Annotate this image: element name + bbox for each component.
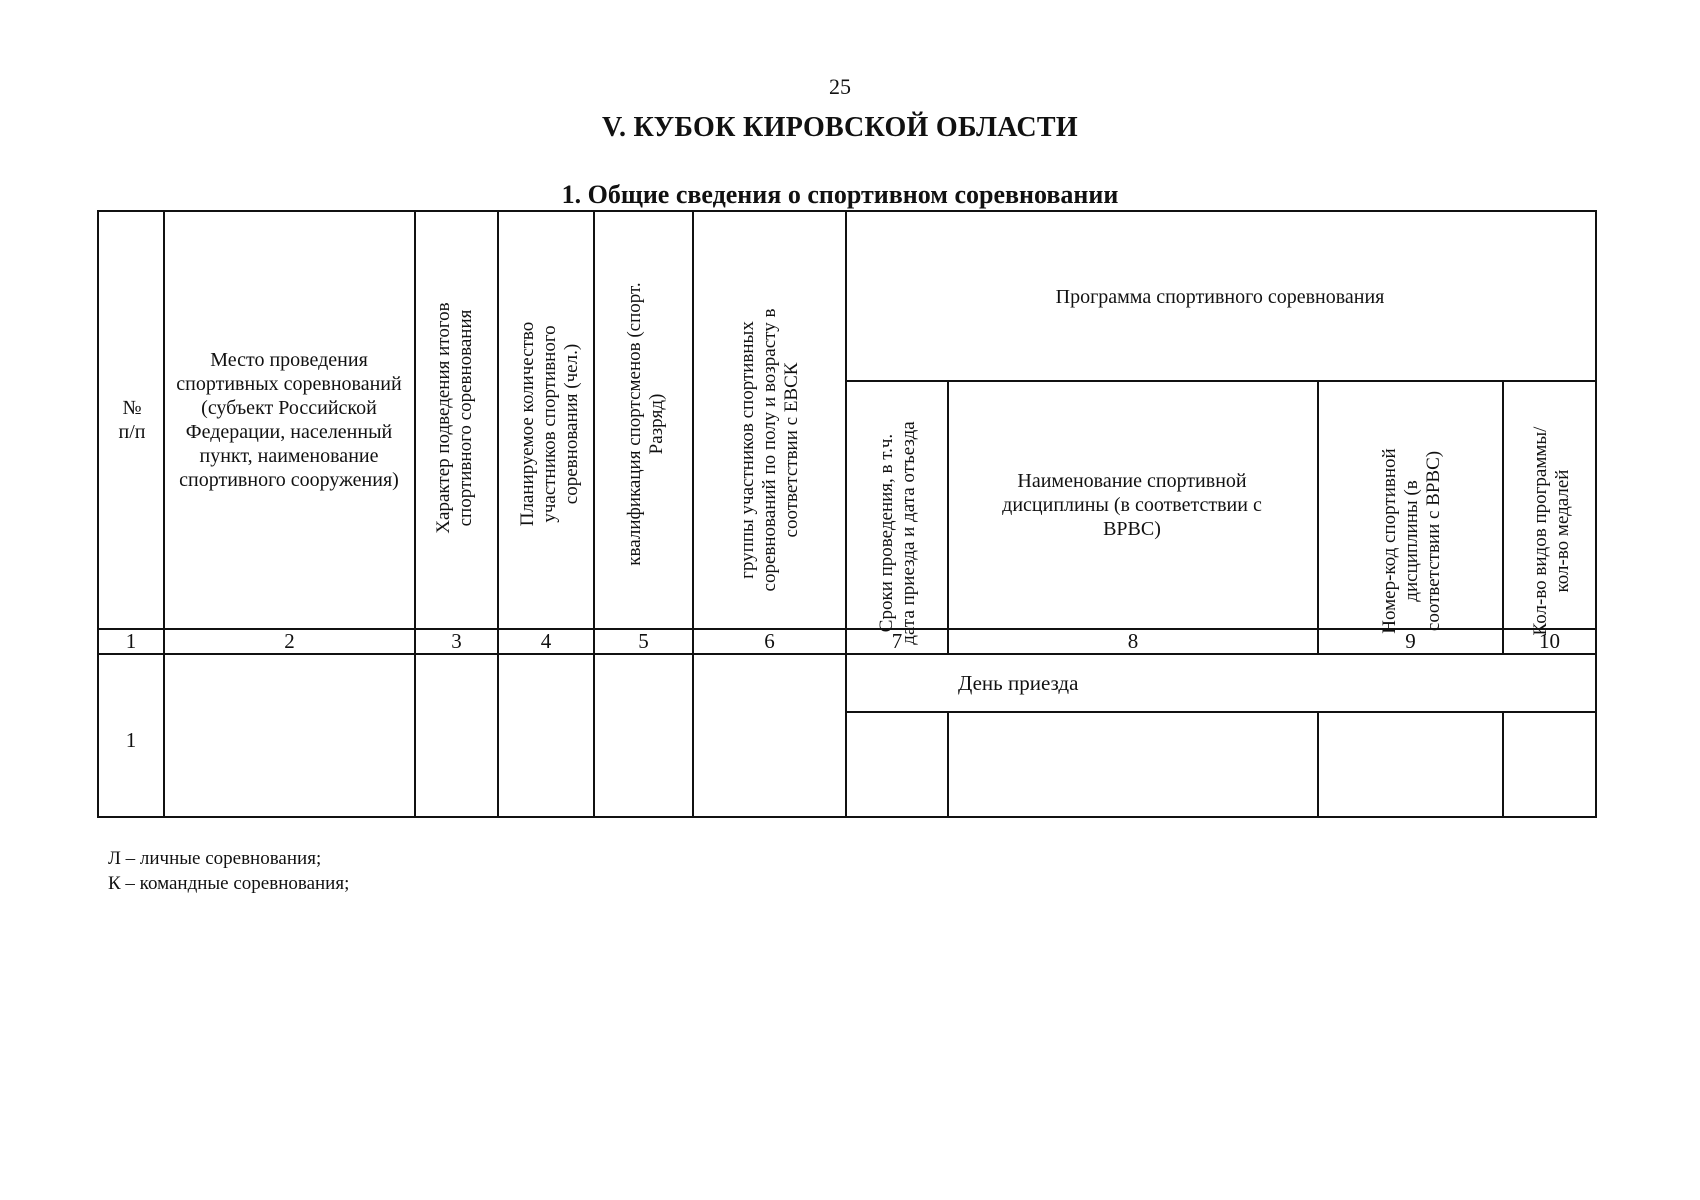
table-border-bottom (97, 816, 1597, 818)
header-program: Программа спортивного соревнования (1055, 286, 1385, 308)
col-line (845, 210, 847, 818)
header-discipline-name: Наименование спортивной дисциплины (в соответствии с ВРВС) (1002, 470, 1262, 540)
table-border-right (1595, 210, 1597, 818)
column-number: 5 (638, 629, 649, 653)
column-number: 6 (764, 629, 775, 653)
note-individual: Л – личные соревнования; (108, 848, 322, 869)
column-number: 9 (1405, 629, 1416, 653)
col-line (947, 711, 949, 818)
header-dates: Сроки проведения, в т.ч. дата приезда и дата отъезда (876, 421, 919, 645)
col-line (593, 210, 595, 818)
subsection-title: 1. Общие сведения о спортивном соревновании (561, 180, 1119, 209)
col-line (1317, 380, 1319, 655)
program-divider-line (845, 380, 1597, 382)
col-line (1502, 380, 1504, 655)
page-number: 25 (829, 74, 851, 99)
header-qualification: квалификация спортсменов (спорт. Разряд) (624, 282, 667, 566)
col-line (163, 210, 165, 818)
arrival-row-line (845, 711, 1597, 713)
column-number: 10 (1539, 629, 1560, 653)
header-number: № п/п (118, 397, 146, 443)
col-line (414, 210, 416, 818)
table-border-top (97, 210, 1597, 212)
column-number: 8 (1127, 629, 1139, 653)
column-number: 2 (284, 629, 295, 653)
header-medal-count: Кол-во видов программы/кол-во медалей (1530, 426, 1573, 636)
header-discipline-code: Номер-код спортивной дисциплины (в соответствии с ВРВС) (1379, 448, 1444, 634)
column-number: 1 (125, 629, 137, 653)
table-row-number: 1 (125, 728, 137, 752)
header-age-groups: группы участников спортивных соревнований по полу и возрасту в соответствии с ЕВСК (737, 308, 802, 592)
col-line (497, 210, 499, 818)
header-planned-participants: Планируемое количество участников спортивного соревнования (чел.) (517, 321, 582, 527)
section-title: V. КУБОК КИРОВСКОЙ ОБЛАСТИ (602, 112, 1078, 143)
header-venue: Место проведения спортивных соревнований (субъект Российской Федерации, населенный пункт, наименование спортивного сооружения) (176, 349, 402, 491)
col-line (1317, 711, 1319, 818)
col-line (1502, 711, 1504, 818)
header-results-type: Характер подведения итогов спортивного соревнования (433, 302, 476, 534)
col-line (947, 380, 949, 655)
column-number: 3 (451, 629, 462, 653)
note-team: К – командные соревнования; (108, 873, 350, 894)
column-number: 7 (891, 629, 903, 653)
col-line (692, 210, 694, 818)
arrival-day-label: День приезда (958, 671, 1079, 695)
column-number: 4 (540, 629, 552, 653)
